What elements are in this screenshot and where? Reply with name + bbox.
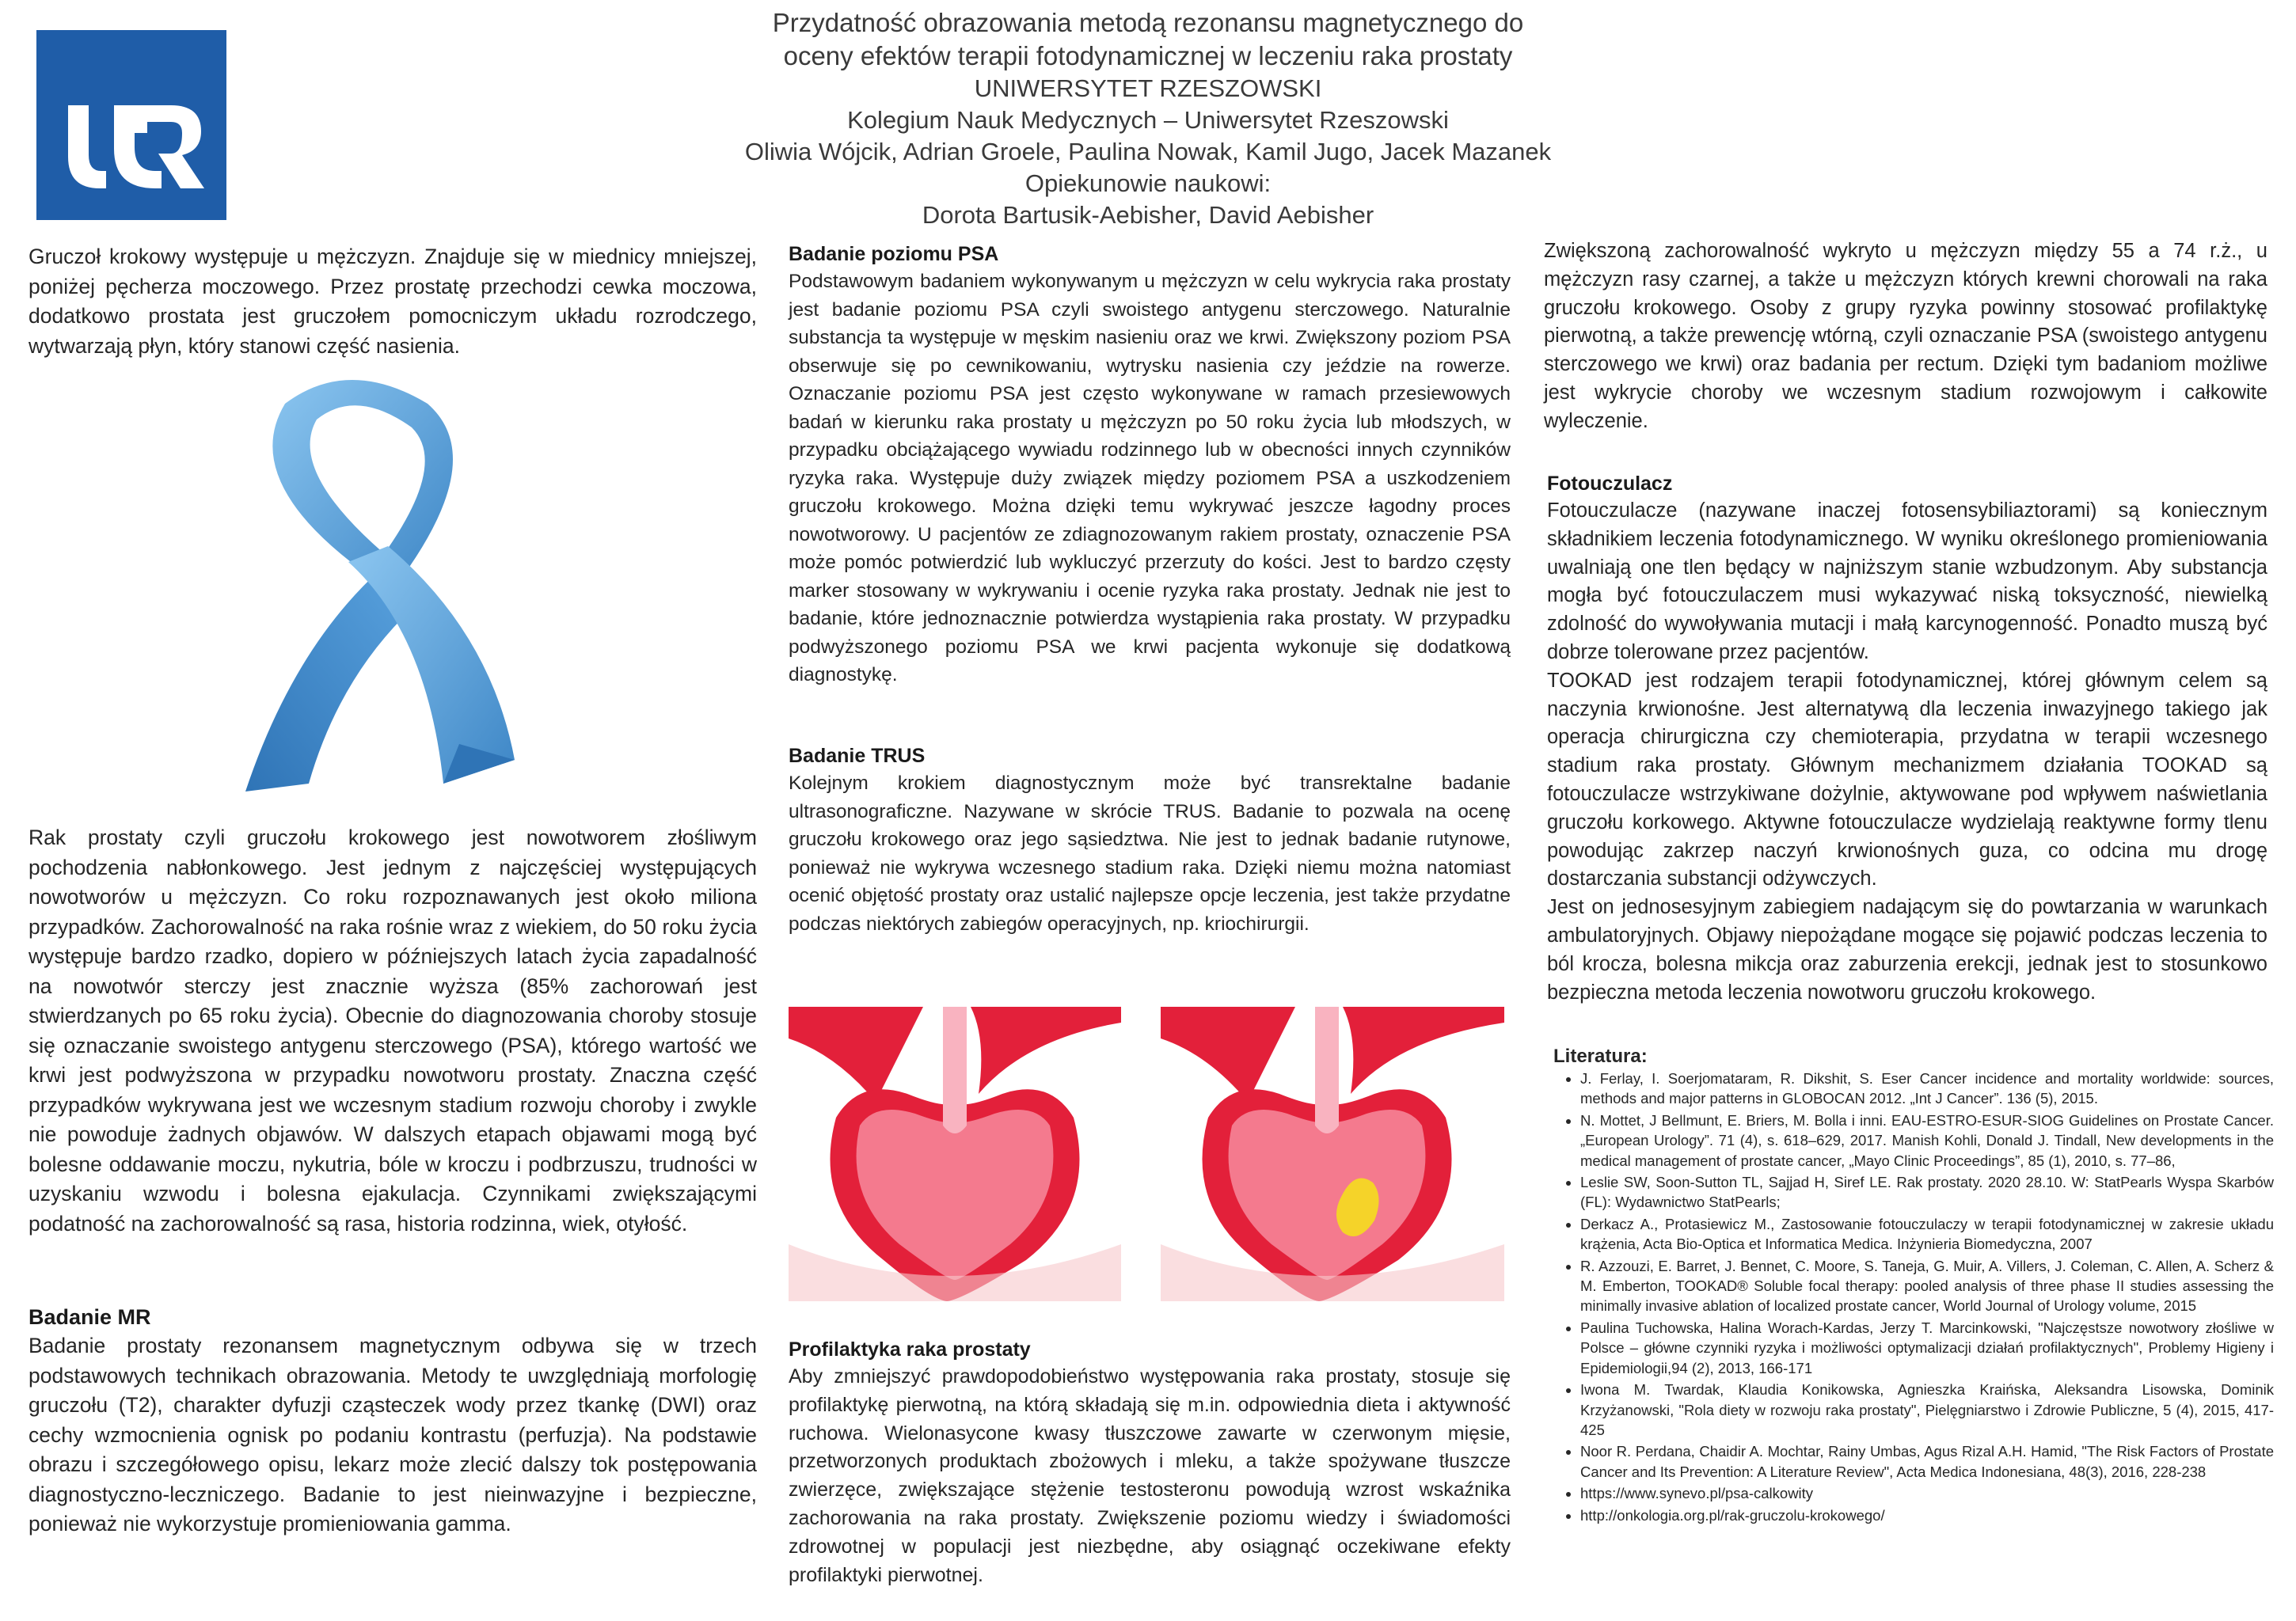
prevention-section (789, 1336, 1511, 1589)
trus-text: Kolejnym krokiem diagnostycznym może być transrektalne badanie ultrasonograficzne. Nazywane w skrócie TRUS. Badanie to pozwala na ocenę gruczołu krokowego oraz jego sąsiedztwa. Nie jest to jednak badanie rutynowe, ponieważ nie wykrywa wczesnego stadium raka. Dzięki niemu można natomiast ocenić objętość prostaty oraz ustalić najlepsze opcje leczenia, jest także przydatne podczas niektórych zabiegów operacyjnych, np. kriochirurgii. (789, 773, 1511, 935)
intro-paragraph (29, 242, 757, 361)
psa-heading: Badanie poziomu PSA (789, 243, 999, 265)
risk-text: Zwiększoną zachorowalność wykryto u mężczyzn między 55 a 74 r.ż., u mężczyzn rasy czarnej, a także u mężczyzn których krewni chorowali na raka gruczołu krokowego. Osoby z grupy ryzyka powinny stosować profilaktykę pierwotną, a także prewencję wtórną, czyli oznaczanie PSA (swoistego antygenu sterczowego we krwi) oraz badania per rectum. Dzięki tym badaniom możliwe jest wykrycie choroby we wczesnym stadium rozwojowym i całkowite wyleczenie. (1544, 240, 2267, 432)
prevention-text: Aby zmniejszyć prawdopodobieństwo występowania raka prostaty, stosuje się profilaktykę pierwotną, na którą składają się m.in. odpowiednia dieta i aktywność ruchowa. Wielonasycone kwasy tłuszczowe zawarte w czerwonym mięsie, przetworzonych produktach zbożowych i mleku, a także spożywane tłuszcze zwierzęce, zwiększające stężenie testosteronu powodują wzrost wskaźnika zachorowania na raka prostaty. Zwiększenie poziomu wiedzy i świadomości zdrowotnej w populacji jest niezbędne, aby osiągnąć oczekiwane efekty profilaktyki pierwotnej. (789, 1365, 1511, 1586)
awareness-ribbon-icon (190, 372, 562, 799)
reference-item: • Leslie SW, Soon-Sutton TL, Sajjad H, Siref LE. Rak prostaty. 2020 28.10. W: StatPearls Wyspa Skarbów (FL): Wydawnictwo StatPearls; (1580, 1172, 2274, 1213)
prostate-cancer-text: Rak prostaty czyli gruczołu krokowego jest nowotworem złośliwym pochodzenia nabłonkowego. Jest jednym z najczęściej występujących nowotworów u mężczyzn. Co roku rozpoznawanych jest około miliona przypadków. Zachorowalność na raka rośnie wraz z wiekiem, do 50 roku życia występuje bardzo rzadko, dopiero w późniejszych latach życia zapadalność na nowotwór sterczy jest znacznie wyższa (85% zachorowań jest stwierdzanych po 65 roku życia). Obecnie do diagnozowania choroby stosuje się oznaczanie swoistego antygenu sterczowego (PSA), którego wartość we krwi jest podwyższona w przypadku nowotworu prostaty. Znaczna część przypadków wykrywana jest we wczesnym stadium rozwoju choroby i zwykle nie powoduje żadnych objawów. W dalszych etapach objawami mogą być bolesne oddawanie moczu, nykutria, bóle w kroczu i podbrzuszu, trudności w uzyskaniu wzwodu i bolesna ejakulacja. Czynnikami zwiększającymi podatność na zachorowalność są rasa, historia rodzinna, wiek, otyłość. (29, 826, 757, 1236)
trus-section (789, 742, 1511, 938)
healthy-prostate-icon (789, 1007, 1121, 1301)
photosensitizer-section (1547, 470, 2267, 1007)
university-name: UNIWERSYTET RZESZOWSKI (974, 74, 1322, 102)
poster-title-line-1: Przydatność obrazowania metodą rezonansu magnetycznego do (772, 8, 1524, 37)
references-heading: Literatura: (1553, 1046, 1648, 1067)
supervisors-label: Opiekunowie naukowi: (1024, 169, 1272, 197)
photosensitizer-text-3: Jest on jednosesyjnym zabiegiem nadającym się do powtarzania w warunkach ambulatoryjnych. Objawy niepożądane mogące się pojawić podczas leczenia to ból krocza, bolesna mikcja oraz zaburzenia erekcji, jednak jest to stosunkowo bezpieczna metoda leczenia nowotworu gruczołu krokowego. (1547, 896, 2267, 1004)
risk-paragraph (1544, 237, 2267, 436)
photosensitizer-heading: Fotouczulacz (1547, 473, 1673, 495)
awareness-ribbon-image (190, 372, 562, 799)
tumor-prostate-icon (1161, 1007, 1504, 1301)
poster-header (689, 6, 1607, 231)
references-section (1553, 1045, 2274, 1527)
prevention-heading: Profilaktyka raka prostaty (789, 1338, 1031, 1361)
trus-heading: Badanie TRUS (789, 745, 926, 767)
reference-link[interactable]: • http://onkologia.org.pl/rak-gruczolu-krokowego/ (1580, 1505, 2274, 1525)
reference-item: • Noor R. Perdana, Chaidir A. Mochtar, Rainy Umbas, Agus Rizal A.H. Hamid, "The Risk Factors of Prostate Cancer and Its Prevention: A Literature Review", Acta Medica Indonesiana, 48(3), 2016, 228-238 (1580, 1441, 2274, 1482)
photosensitizer-text-2: TOOKAD jest rodzajem terapii fotodynamicznej, której głównym celem są naczynia krwionośne. Jest alternatywą dla leczenia inwazyjnego takiego jak operacja chirurgiczna czy chemioterapia, przydatna w terapii wczesnego stadium raka prostaty. Głównym mechanizmem działania TOOKAD są fotouczulacze wstrzykiwane dożylnie, aktywowane pod wpływem naświetlania gruczołu korkowego. Aktywne fotouczulacze wydzielają reaktywne formy tlenu powodując zakrzep naczyń krwionośnych guza, co odcina mu drogę dostarczania substancji odżywczych. (1547, 669, 2267, 890)
poster-title-line-2: oceny efektów terapii fotodynamicznej w leczeniu raka prostaty (783, 41, 1513, 70)
references-list (1553, 1069, 2274, 1525)
psa-section (789, 241, 1511, 689)
mr-heading: Badanie MR (29, 1305, 151, 1329)
reference-item: • N. Mottet, J Bellmunt, E. Briers, M. Bolla i inni. EAU-ESTRO-ESUR-SIOG Guidelines on Prostate Cancer. „European Urology”. 71 (4), s. 618–629, 2017. Manish Kohli, Donald J. Tindall, New developments in the medical management of prostate cancer, „Mayo Clinic Proceedings”, 85 (1), 2010, s. 77–86, (1580, 1110, 2274, 1171)
prostate-illustration-icon (789, 1007, 1504, 1301)
ur-logo-icon (36, 30, 226, 220)
intro-text: Gruczoł krokowy występuje u mężczyzn. Znajduje się w miednicy mniejszej, poniżej pęcherza moczowego. Przez prostatę przechodzi cewka moczowa, dodatkowo prostata jest gruczołem pomocniczym układu rozrodczego, wytwarzają płyn, który stanowi część nasienia. (29, 245, 757, 358)
reference-link[interactable]: • https://www.synevo.pl/psa-calkowity (1580, 1483, 2274, 1503)
college-name: Kolegium Nauk Medycznych – Uniwersytet Rzeszowski (847, 106, 1449, 134)
reference-item: • R. Azzouzi, E. Barret, J. Bennet, C. Moore, S. Taneja, G. Muir, A. Villers, J. Coleman, C. Allen, A. Scherz & M. Emberton, TOOKAD® Soluble focal therapy: pooled analysis of three phase II studies assessing the minimally invasive ablation of localized prostate cancer, World Journal of Urology volume, 2015 (1580, 1256, 2274, 1316)
authors: Oliwia Wójcik, Adrian Groele, Paulina Nowak, Kamil Jugo, Jacek Mazanek (744, 138, 1552, 165)
mr-section (29, 1303, 757, 1539)
prostate-comparison-image (789, 1007, 1504, 1301)
mr-text: Badanie prostaty rezonansem magnetycznym odbywa się w trzech podstawowych technikach obrazowania. Metody te uwzględniają morfologię gruczołu (T2), charakter dyfuzji cząsteczek wody przez tkankę (DWI) oraz cechy wzmocnienia ognisk po podaniu kontrastu (perfuzja). Na podstawie obrazu i szczegółowego opisu, lekarz może zlecić dalszy tok postępowania diagnostyczno-leczniczego. Badanie to jest nieinwazyjne i bezpieczne, ponieważ nie wykorzystuje promieniowania gamma. (29, 1334, 757, 1536)
reference-item: • Derkacz A., Protasiewicz M., Zastosowanie fotouczulaczy w terapii fotodynamicznej w zakresie układu krążenia, Acta Bio-Optica et Informatica Medica. Inżynieria Biomedyczna, 2007 (1580, 1214, 2274, 1255)
prostate-cancer-paragraph (29, 823, 757, 1239)
university-logo (36, 30, 226, 220)
supervisors: Dorota Bartusik-Aebisher, David Aebisher (922, 201, 1374, 229)
reference-item: • Iwona M. Twardak, Klaudia Konikowska, Agnieszka Kraińska, Aleksandra Lisowska, Dominik Krzyżanowski, "Rola diety w rozwoju raka prostaty", Pielęgniarstwo i Zdrowie Publiczne, 5 (4), 2015, 417-425 (1580, 1380, 2274, 1440)
photosensitizer-text-1: Fotouczulacze (nazywane inaczej fotosensybiliaztorami) są koniecznym składnikiem leczenia fotodynamicznego. W wyniku określonego promieniowania uwalniają one tlen będący w najniższym stanie wzbudzonym. Aby substancja mogła być fotouczulaczem musi wykazywać niską toksyczność, niewielką zdolność do wywoływania mutacji i małą karcynogenność. Ponadto muszą być dobrze tolerowane przez pacjentów. (1547, 499, 2267, 663)
reference-item: • Paulina Tuchowska, Halina Worach-Kardas, Jerzy T. Marcinkowski, "Najczęstsze nowotwory złośliwe w Polsce – główne czynniki ryzyka i możliwości optymalizacji działań profilaktycznych", Problemy Higieny i Epidemiologii,94 (2), 2013, 166-171 (1580, 1318, 2274, 1378)
reference-item: • J. Ferlay, I. Soerjomataram, R. Dikshit, S. Eser Cancer incidence and mortality worldwide: sources, methods and major patterns in GLOBOCAN 2012. „Int J Cancer”. 136 (5), 2015. (1580, 1069, 2274, 1109)
psa-text: Podstawowym badaniem wykonywanym u mężczyzn w celu wykrycia raka prostaty jest badanie poziomu PSA czyli swoistego antygenu sterczowego. Naturalnie substancja ta występuje w męskim nasieniu oraz we krwi. Zwiększony poziom PSA obserwuje się po cewnikowaniu, wytrysku nasienia czy jeździe na rowerze. Oznaczanie poziomu PSA jest często wykonywane w ramach przesiewowych badań w kierunku raka prostaty u mężczyzn po 50 roku życia lub młodszych, w przypadku obciążającego wywiadu rodzinnego lub w obecności innych czynników ryzyka raka. Występuje duży związek między poziomem PSA a uszkodzeniem gruczołu krokowego. Można dzięki temu wykrywać jeszcze łagodny proces nowotworowy. U pacjentów ze zdiagnozowanym rakiem prostaty, oznaczenie PSA może pomóc potwierdzić lub wykluczyć przerzuty do kości. Jest to bardzo częsty marker stosowany w wykrywaniu i ocenie ryzyka raka prostaty. Jednak nie jest to badanie, które jednoznacznie potwierdza wystąpienia raka prostaty. W przypadku podwyższonego poziomu PSA we krwi pacjenta wykonuje się dodatkową diagnostykę. (789, 271, 1511, 685)
